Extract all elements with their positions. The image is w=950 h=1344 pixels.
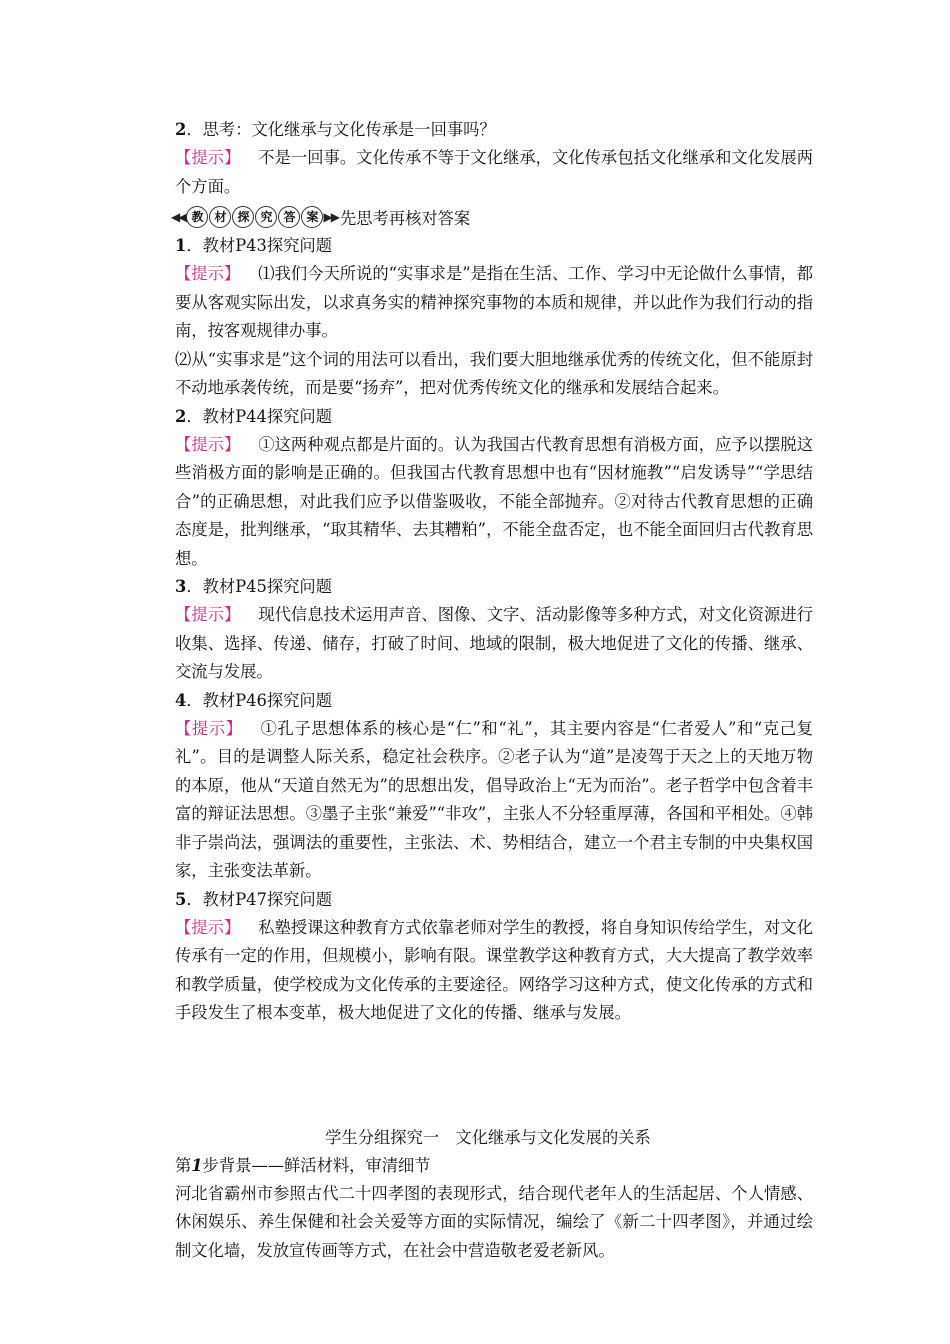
- document-content: [143, 116, 813, 1265]
- item-hint: [143, 431, 813, 574]
- item-title: 2．教材P44探究问题: [175, 406, 332, 426]
- question-number: 2: [175, 120, 187, 139]
- hint-label: 【提示】: [175, 434, 241, 454]
- step-heading: 第1步背景——鲜活材料，审清细节: [175, 1155, 431, 1175]
- step-number: 1: [191, 1155, 203, 1175]
- hint-text: ⑴我们今天所说的“实事求是”是指在生活、工作、学习中无论做什么事情，都要从客观实际出发，以求真务实的精神探究事物的本质和规律，并以此作为我们行动的指南，按客观规律办事。: [175, 264, 813, 340]
- banner-char: 案: [301, 206, 323, 228]
- item-title: 5．教材P47探究问题: [175, 889, 332, 909]
- banner-char: 探: [232, 206, 254, 228]
- question-2: [143, 116, 813, 144]
- item-hint: [143, 715, 813, 886]
- banner-char: 究: [255, 206, 277, 228]
- item-title: 4．教材P46探究问题: [175, 690, 332, 710]
- right-arrows-icon: ▶▶: [323, 210, 338, 224]
- hint-text: ①这两种观点都是片面的。认为我国古代教育思想有消极方面，应予以摆脱这些消极方面的影响是正确的。但我国古代教育思想中也有“因材施教”“启发诱导”“学思结合”的正确思想，对此我们应予以借鉴吸收，不能全部抛弃。②对待古代教育思想的正确态度是，批判继承，“取其精华、去其糟粕”，不能全盘否定，也不能全面回归古代教育思想。: [175, 434, 813, 568]
- item-hint: [143, 914, 813, 1028]
- section-body: 河北省霸州市参照古代二十四孝图的表现形式，结合现代老年人的生活起居、个人情感、休闲娱乐、养生保健和社会关爱等方面的实际情况，编绘了《新二十四孝图》，并通过绘制文化墙，发放宣传画等方式，在社会中营造敬老爱老新风。: [175, 1183, 813, 1260]
- hint-text: ①孔子思想体系的核心是“仁”和“礼”，其主要内容是“仁者爱人”和“克己复礼”。目的是调整人际关系，稳定社会秩序。②老子认为“道”是凌驾于天之上的天地万物的本原，他从“天道自然无为”的思想出发，倡导政治上“无为而治”。老子哲学中包含着丰富的辩证法思想。③墨子主张“兼爱”“非攻”，主张人不分轻重厚薄，各国和平相处。④韩非子崇尚法，强调法的重要性，主张法、术、势相结合，建立一个君主专制的中央集权国家，主张变法革新。: [175, 718, 813, 880]
- section-banner: [171, 202, 813, 232]
- item-title: 1．教材P43探究问题: [175, 236, 332, 255]
- banner-char: 答: [278, 206, 300, 228]
- item-hint: [143, 260, 813, 346]
- hint-label: 【提示】: [175, 718, 243, 738]
- hint-label: 【提示】: [175, 148, 241, 167]
- hint-label: 【提示】: [175, 264, 241, 283]
- left-arrows-icon: ◀◀: [171, 210, 186, 224]
- hint-text: 不是一回事。文化传承不等于文化继承，文化传承包括文化继承和文化发展两个方面。: [175, 148, 813, 196]
- item-title: 3．教材P45探究问题: [175, 577, 332, 596]
- question-text: ．思考：文化继承与文化传承是一回事吗？: [186, 120, 496, 139]
- hint-label: 【提示】: [175, 917, 241, 937]
- item-paragraph: ⑵从“实事求是”这个词的用法可以看出，我们要大胆地继承优秀的传统文化，但不能原封不动地承袭传统，而是要“扬弃”，把对优秀传统文化的继承和发展结合起来。: [175, 349, 813, 397]
- banner-char: 材: [209, 206, 231, 228]
- banner-char: 教: [186, 206, 208, 228]
- spacer: [143, 1028, 813, 1124]
- question-2-hint: [143, 144, 813, 201]
- hint-label: 【提示】: [175, 605, 241, 624]
- item-hint: [143, 601, 813, 687]
- section-title: 学生分组探究一 文化继承与文化发展的关系: [325, 1127, 651, 1147]
- hint-text: 现代信息技术运用声音、图像、文字、活动影像等多种方式，对文化资源进行收集、选择、传递、储存，打破了时间、地域的限制，极大地促进了文化的传播、继承、交流与发展。: [175, 605, 813, 681]
- hint-text: 私塾授课这种教育方式依靠老师对学生的教授，将自身知识传给学生，对文化传承有一定的作用，但规模小，影响有限。课堂教学这种教育方式，大大提高了教学效率和教学质量，使学校成为文化传承的主要途径。网络学习这种方式，使文化传承的方式和手段发生了根本变革，极大地促进了文化的传播、继承与发展。: [175, 917, 813, 1022]
- banner-text: 先思考再核对答案: [339, 209, 471, 228]
